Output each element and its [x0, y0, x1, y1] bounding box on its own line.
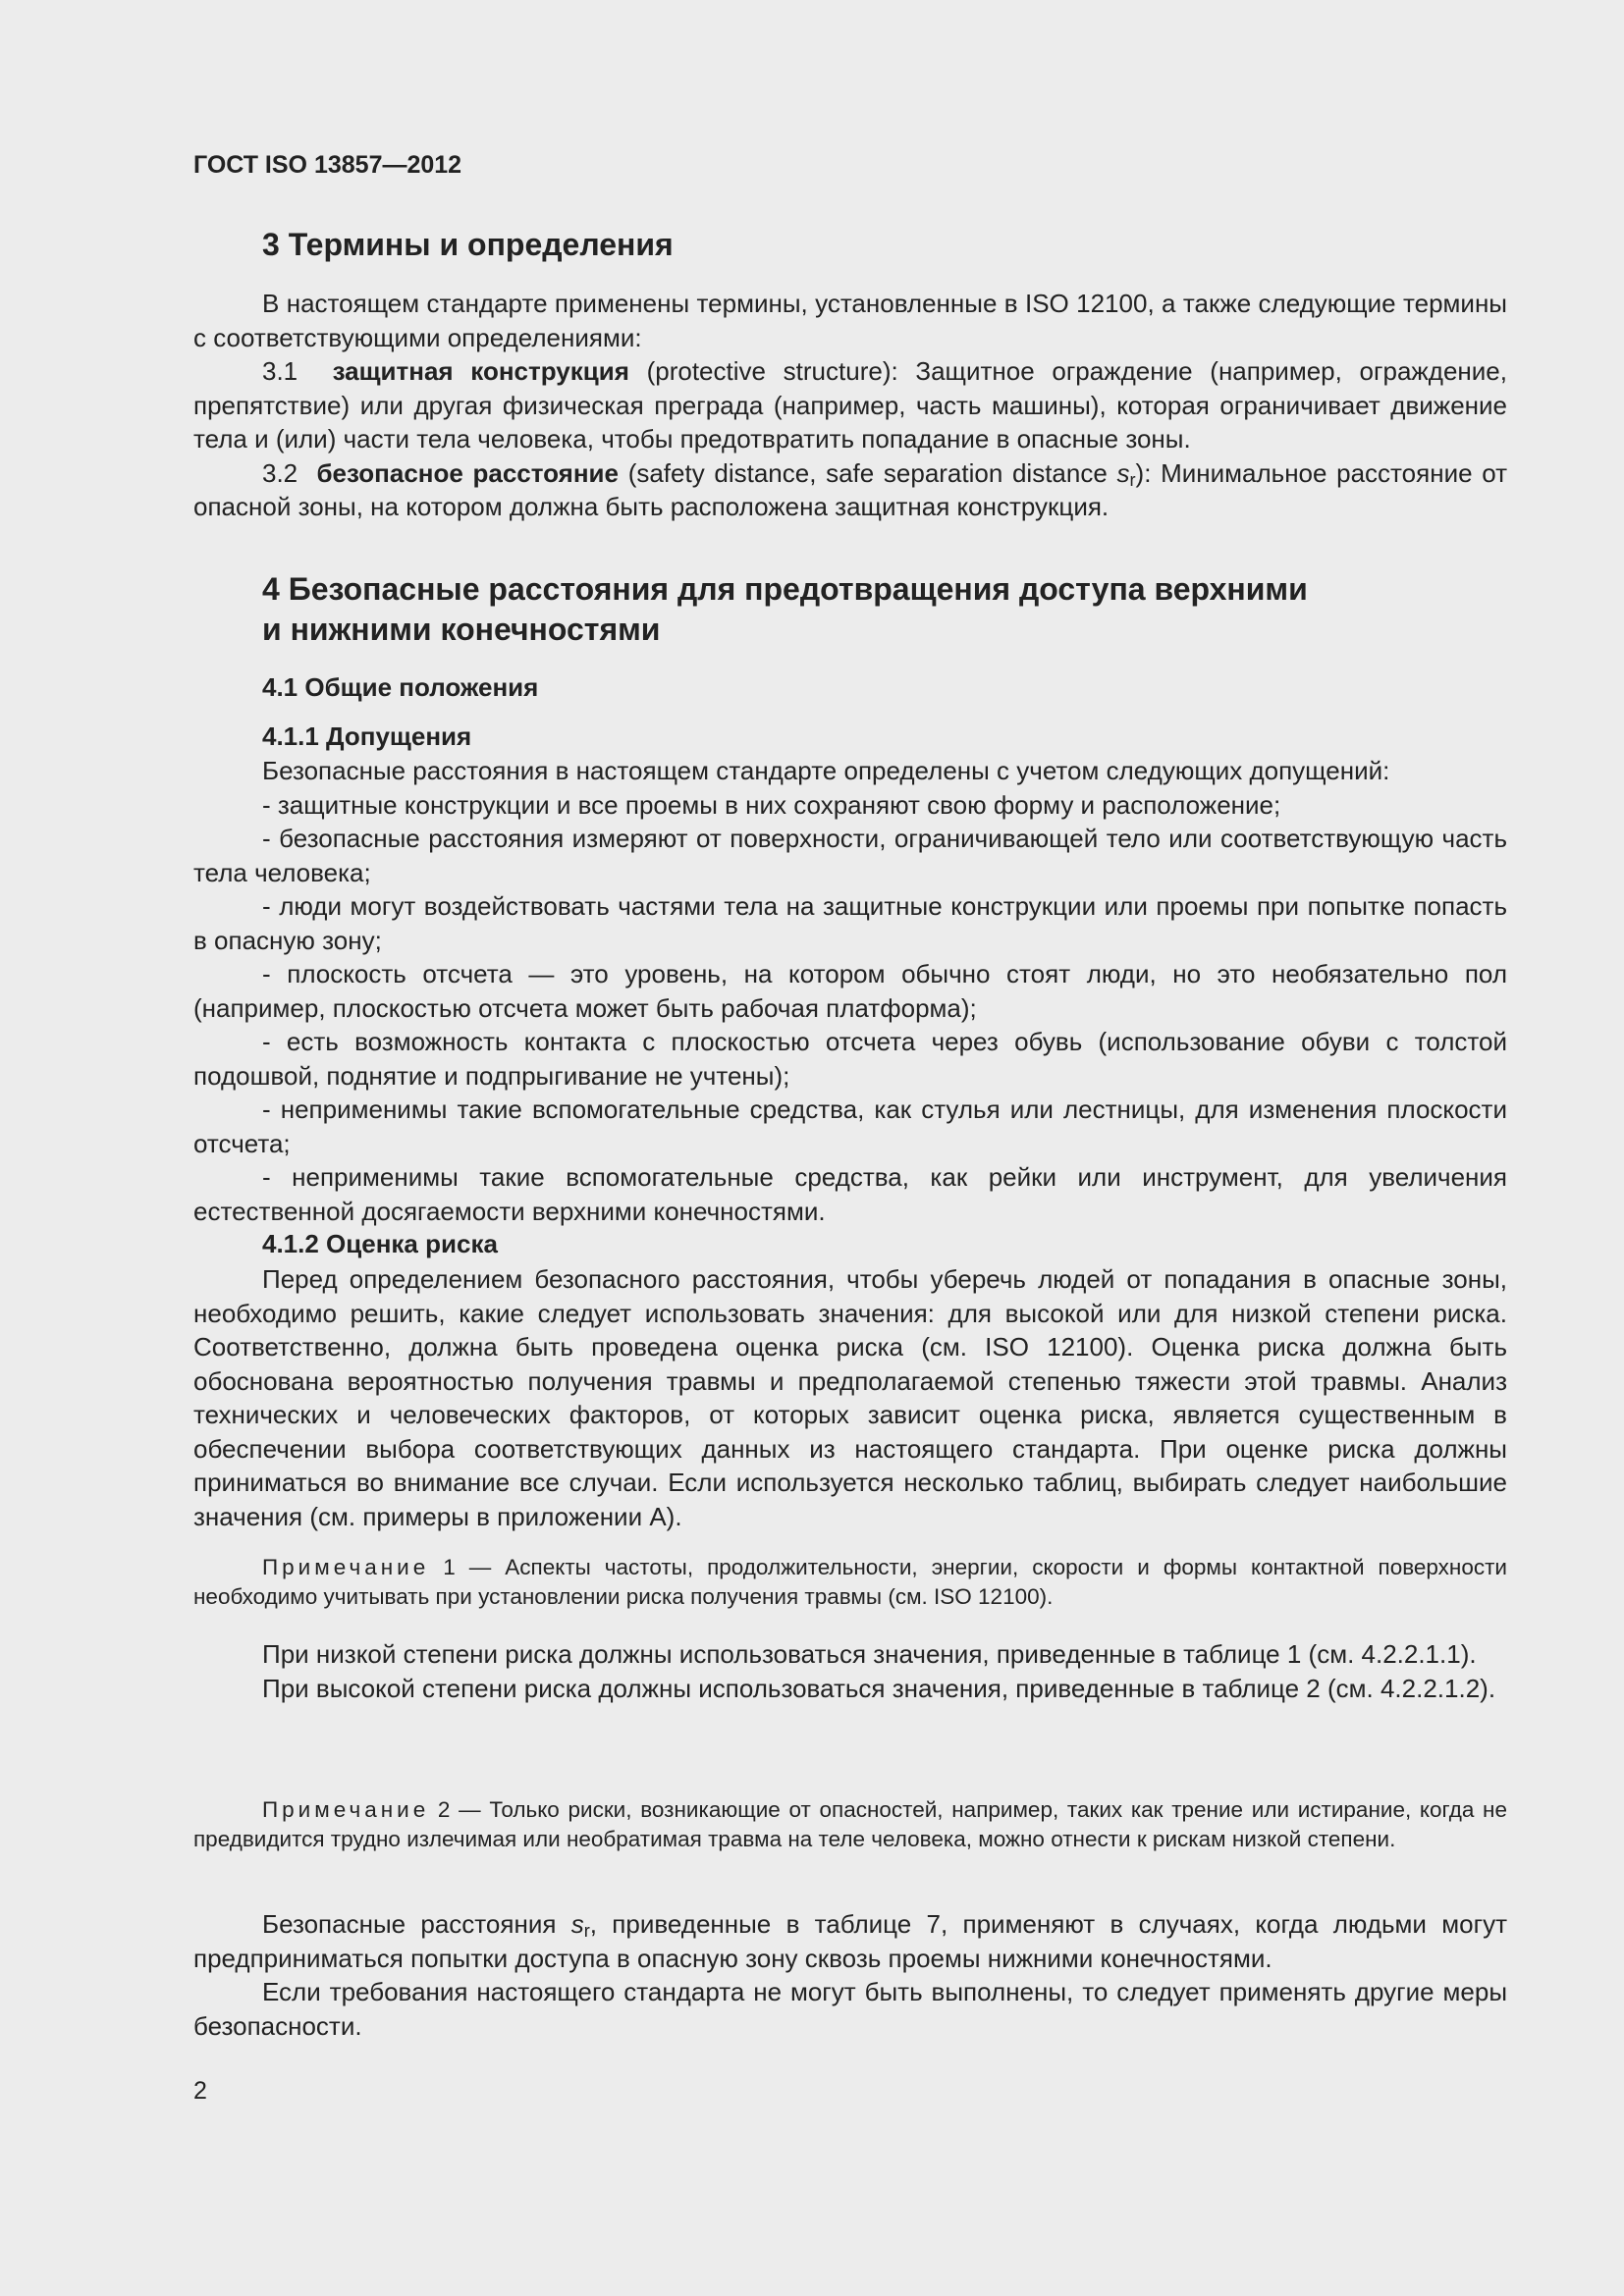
final-paragraphs [193, 1907, 1507, 2043]
term-3-2 [193, 456, 1507, 524]
section-4-title [262, 569, 1308, 650]
note-1-text: 1 — Аспекты частоты, продолжительности, энергии, скорости и формы контактной поверхности необходимо учитывать при установлении риска получения травмы (см. ISO 12100). [193, 1555, 1507, 1609]
subsection-4-1-title: 4.1 Общие положения [262, 672, 539, 702]
section-4-title-line2: и нижними конечностями [262, 612, 661, 647]
note-2-label: Примечание [262, 1797, 430, 1822]
high-risk-paragraph: При высокой степени риска должны использоваться значения, приведенные в таблице 2 (см. 4.2.2.1.2). [262, 1673, 1496, 1703]
term-3-2-subscript: r [1129, 469, 1136, 490]
section-3-body [193, 287, 1507, 524]
final-paragraph-1: Безопасные расстояния $s_r$, приведенные в таблице 7, применяют в случаях, когда людьми могут предприниматься попытки доступа в опасную зону сквозь проемы нижними конечностями. [193, 1909, 1507, 1973]
term-3-1-number: 3.1 [262, 356, 298, 386]
risk-level-paragraphs [193, 1637, 1507, 1705]
term-3-2-number: 3.2 [262, 457, 298, 488]
term-3-2-definition: ): Минимальное расстояние от опасной зоны, на котором должна быть расположена защитная конструкция. [193, 457, 1508, 521]
page-number: 2 [193, 2077, 207, 2105]
assumption-item: - люди могут воздействовать частями тела на защитные конструкции или проемы при попытке попасть в опасную зону; [193, 891, 1507, 955]
final-subscript: r [583, 1921, 590, 1941]
section-3-intro: В настоящем стандарте применены термины, установленные в ISO 12100, а также следующие термины с соответствующими определениями: [193, 289, 1507, 352]
note-2-text: 2 — Только риски, возникающие от опасностей, например, таких как трение или истирание, когда не предвидится трудно излечимая или необратимая травма на теле человека, можно отнести к рискам низкой степени. [193, 1797, 1507, 1851]
assumptions-intro: Безопасные расстояния в настоящем стандарте определены с учетом следующих допущений: [262, 756, 1390, 785]
subsection-4-1-1-title: 4.1.1 Допущения [262, 721, 472, 751]
note-1-label: Примечание [262, 1555, 430, 1579]
assumption-item: - есть возможность контакта с плоскостью отсчета через обувь (использование обуви с толстой подошвой, поднятие и подпрыгивание не учтены); [193, 1027, 1507, 1091]
low-risk-paragraph: При низкой степени риска должны использоваться значения, приведенные в таблице 1 (см. 4.2.2.1.1). [262, 1639, 1477, 1669]
note-1 [193, 1553, 1507, 1611]
section-3-title: 3 Термины и определения [262, 227, 674, 262]
assumption-item: - неприменимы такие вспомогательные средства, как стулья или лестницы, для изменения плоскости отсчета; [193, 1095, 1507, 1158]
term-3-1 [193, 354, 1507, 456]
term-3-2-symbol: s [1116, 457, 1130, 488]
assumption-item: - безопасные расстояния измеряют от поверхности, ограничивающей тело или соответствующую часть тела человека; [193, 824, 1507, 887]
document-id-header: ГОСТ ISO 13857—2012 [193, 151, 462, 179]
note-2 [193, 1795, 1507, 1853]
term-3-1-definition: (protective structure): Защитное ограждение (например, ограждение, препятствие) или другая физическая преграда (например, часть машины), которая ограничивает движение тела и (или) части тела человека, чтобы предотвратить попадание в опасные зоны. [193, 356, 1507, 454]
term-3-2-pre: (safety distance, safe separation distance [627, 457, 1117, 488]
subsection-4-1-2-title: 4.1.2 Оценка риска [262, 1229, 498, 1258]
section-4-title-line1: 4 Безопасные расстояния для предотвращения доступа верхними [262, 571, 1308, 607]
term-3-1-term: защитная конструкция [332, 356, 629, 386]
assumption-item: - защитные конструкции и все проемы в них сохраняют свою форму и расположение; [262, 789, 1281, 820]
subsection-4-1-1-body [193, 754, 1507, 1228]
final-symbol: s [570, 1909, 584, 1939]
risk-assessment-paragraph: Перед определением безопасного расстояния, чтобы уберечь людей от попадания в опасные зоны, необходимо решить, какие следует использовать значения: для высокой или для низкой степени риска. Соответственно, должна быть проведена оценка риска (см. ISO 12100). Оценка риска должна быть обоснована вероятностью получения травмы и предполагаемой степенью тяжести этой травмы. Анализ технических и человеческих факторов, от которых зависит оценка риска, является существенным в обеспечении выбора соответствующих данных из настоящего стандарта. При оценке риска должны приниматься во внимание все случаи. Если используется несколько таблиц, выбирать следует наибольшие значения (см. примеры в приложении А). [193, 1264, 1507, 1531]
final-paragraph-2: Если требования настоящего стандарта не могут быть выполнены, то следует применять другие меры безопасности. [193, 1977, 1507, 2041]
term-3-2-term: безопасное расстояние [316, 457, 620, 488]
assumption-item: - неприменимы такие вспомогательные средства, как рейки или инструмент, для увеличения естественной досягаемости верхними конечностями. [193, 1162, 1507, 1226]
assumption-item: - плоскость отсчета — это уровень, на котором обычно стоят люди, но это необязательно пол (например, плоскостью отсчета может быть рабочая платформа); [193, 959, 1507, 1023]
